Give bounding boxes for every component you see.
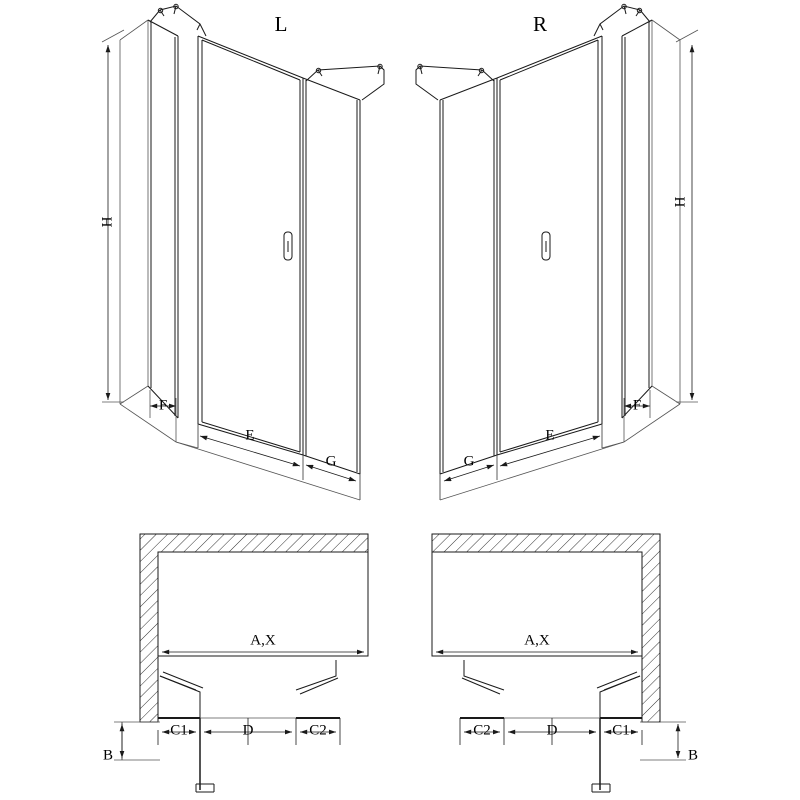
elevation-left-view [102, 4, 384, 500]
label-view-r: R [532, 11, 548, 36]
label-c1-left: C1 [170, 722, 188, 739]
label-h-left: H [99, 216, 116, 228]
elevation-right-view [416, 4, 698, 500]
label-f-left: F [158, 397, 168, 414]
right-fixed-panel [622, 20, 652, 418]
label-c2-right: C2 [473, 722, 491, 739]
right-fixed-panel-g [440, 78, 497, 474]
plan-right-wall [432, 534, 660, 722]
label-e-left: E [245, 427, 255, 444]
plan-right-view [432, 534, 686, 792]
left-door-handle [284, 232, 292, 260]
right-stabiliser-bar [594, 4, 650, 36]
label-b-left: B [102, 747, 114, 764]
plan-left-door-swing [158, 660, 338, 718]
plan-left-enclosure [158, 534, 368, 722]
label-view-l: L [274, 11, 288, 36]
label-c1-right: C1 [612, 722, 630, 739]
right-door-handle [542, 232, 550, 260]
label-c2-left: C2 [309, 722, 327, 739]
label-f-right: F [632, 397, 642, 414]
label-e-right: E [545, 427, 555, 444]
dimension-g-right [440, 465, 494, 500]
left-door-panel [198, 36, 303, 455]
dimension-h-right [676, 30, 698, 402]
label-g-right: G [463, 453, 475, 470]
plan-left-wall [140, 534, 368, 722]
left-fixed-panel-g [303, 78, 360, 474]
label-ax-right: A,X [524, 632, 550, 649]
plan-right-door-swing [462, 660, 642, 718]
label-g-left: G [325, 453, 337, 470]
dimension-h-left [102, 30, 124, 402]
label-d-right: D [546, 722, 558, 739]
label-ax-left: A,X [250, 632, 276, 649]
labels-layer [99, 12, 698, 764]
plan-right-dimension-b [640, 722, 686, 760]
label-h-right: H [672, 196, 689, 208]
plan-right-enclosure [432, 534, 642, 722]
plan-left-view [114, 534, 368, 792]
left-fixed-panel [148, 20, 178, 418]
label-b-right: B [687, 747, 699, 764]
label-d-left: D [242, 722, 254, 739]
dimension-g-left [306, 465, 360, 500]
plan-left-dimension-b [114, 722, 160, 760]
left-stabiliser-bar [150, 4, 206, 36]
